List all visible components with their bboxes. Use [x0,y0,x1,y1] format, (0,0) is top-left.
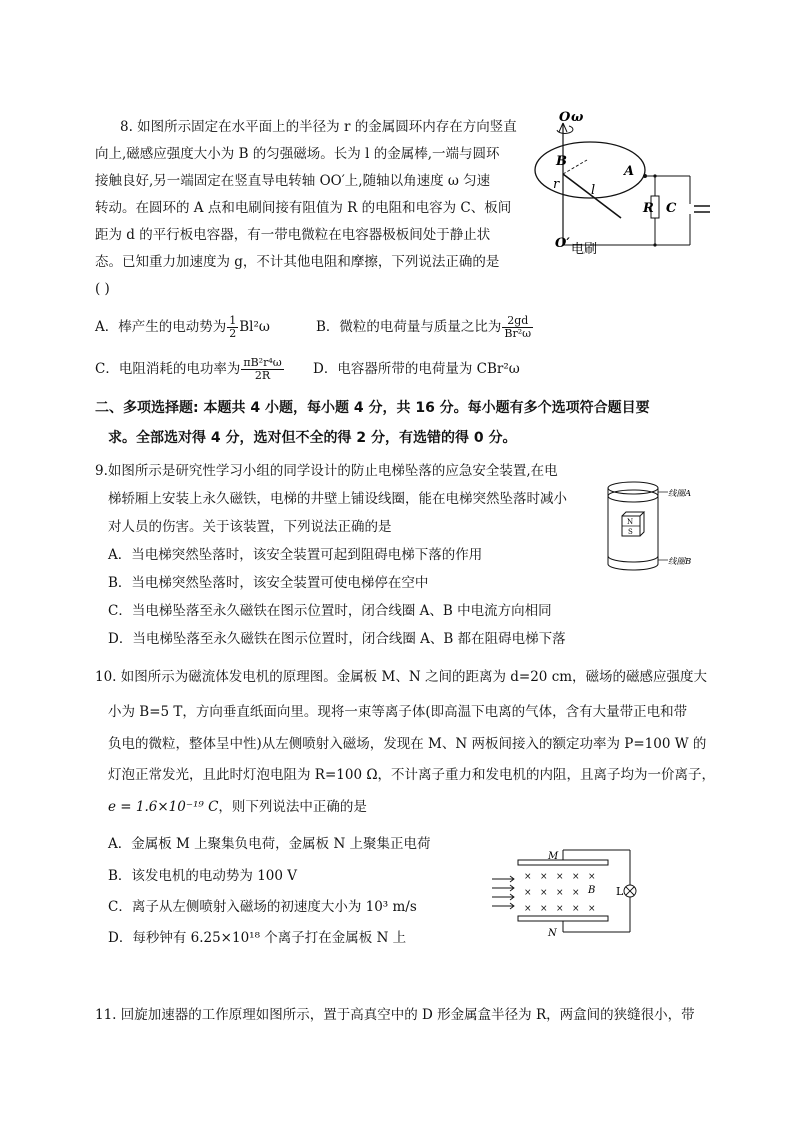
q9-option-a: A．当电梯突然坠落时，该安全装置可起到阻碍电梯下落的作用 [108,547,483,563]
q10-option-a: A．金属板 M 上聚集负电荷，金属板 N 上聚集正电荷 [108,836,431,852]
svg-text:×: × [588,904,596,914]
q8-line-4: 转动。在圆环的 A 点和电刷间接有阻值为 R 的电阻和电容为 C、板间 [95,200,512,216]
q10-charge: e = 1.6×10⁻¹⁹ C [108,799,219,815]
q9-option-b: B．当电梯突然坠落时，该安全装置可使电梯停在空中 [108,575,429,591]
svg-text:×: × [588,872,596,882]
q9-fig-coil-b: 线圈B [668,557,692,567]
q10-option-d: D．每秒钟有 6.25×10¹⁸ 个离子打在金属板 N 上 [108,930,407,946]
q8-fig-l: l [591,183,596,198]
q10-line-5-tail: ，则下列说法中正确的是 [218,799,367,815]
svg-text:×: × [572,888,580,898]
q8-option-a [95,313,270,341]
q10-fig-B: B [588,885,596,896]
q8-rotating-rod-figure [525,108,715,258]
q10-fig-N: N [548,928,557,939]
q8-fig-O: O [559,110,571,125]
q8-answer-blank: ( ) [95,281,110,297]
q8-option-c-fraction: $\frac{\text{πB²r⁴ω}}{2R}$ [243,356,282,382]
svg-text:×: × [572,904,580,914]
section-2-line-2: 求。全部选对得 4 分，选对但不全的得 2 分，有选错的得 0 分。 [108,430,517,446]
q8-option-c-text: C．电阻消耗的电功率为 [95,361,241,377]
q8-line-3: 接触良好,另一端固定在竖直导电转轴 OO′上,随轴以角速度 ω 匀速 [95,173,491,189]
q8-option-a-fraction: $\frac{1}{2}$ [229,314,237,340]
q8-option-d: D．电容器所带的电荷量为 CBr²ω [313,361,520,377]
q8-line-5: 距为 d 的平行板电容器，有一带电微粒在电容器极板间处于静止状 [95,227,491,243]
q10-line-5 [108,797,367,817]
q10-option-c: C．离子从左侧喷射入磁场的初速度大小为 10³ m/s [108,899,417,915]
q8-line-6: 态。已知重力加速度为 g，不计其他电阻和摩擦，下列说法正确的是 [95,254,500,270]
section-2-line-1: 二、多项选择题: 本题共 4 小题，每小题 4 分，共 16 分。每小题有多个选项符合题目要 [95,400,650,416]
svg-text:×: × [540,872,548,882]
svg-text:×: × [572,872,580,882]
q8-fig-A: A [624,164,635,179]
q9-elevator-figure [600,478,715,578]
q9-fig-N: N [627,518,634,526]
q10-line-4: 灯泡正常发光，且此时灯泡电阻为 R=100 Ω，不计离子重力和发电机的内阻，且离子均为一价离子， [108,767,716,783]
q11-line-1: 11. 回旋加速器的工作原理如图所示，置于高真空中的 D 形金属盒半径为 R，两盒间的狭缝很小，带 [95,1007,695,1023]
q9-fig-S: S [628,528,633,536]
q10-option-b: B．该发电机的电动势为 100 V [108,868,298,884]
svg-text:×: × [524,888,532,898]
q8-fig-omega: ω [571,110,584,125]
q8-option-b-text: B．微粒的电荷量与质量之比为 [316,319,502,335]
q8-option-a-text: A．棒产生的电动势为 [95,319,227,335]
q8-option-b-fraction: $\frac{2gd}{\text{Br²ω}}$ [504,314,532,340]
q9-line-2: 梯轿厢上安装上永久磁铁，电梯的井壁上铺设线圈，能在电梯突然坠落时减小 [108,491,567,507]
svg-text:×: × [540,888,548,898]
q8-option-b [316,313,534,341]
q9-line-3: 对人员的伤害。关于该装置，下列说法正确的是 [108,519,392,535]
q10-fig-L: L [616,885,624,898]
svg-text:×: × [556,888,564,898]
q8-fig-brush: 电刷 [571,242,598,257]
q10-line-1: 10. 如图所示为磁流体发电机的原理图。金属板 M、N 之间的距离为 d=20 cm，磁场的磁感应强度大 [95,669,708,685]
q8-fig-O-prime: O′ [555,236,570,251]
q8-option-a-tail: Bl²ω [239,319,270,335]
q10-line-2: 小为 B=5 T，方向垂直纸面向里。现将一束等离子体(即高温下电离的气体，含有大量带正电和带 [108,704,688,720]
q9-option-c: C．当电梯坠落至永久磁铁在图示位置时，闭合线圈 A、B 中电流方向相同 [108,603,552,619]
q9-option-d: D．当电梯坠落至永久磁铁在图示位置时，闭合线圈 A、B 都在阻碍电梯下落 [108,631,566,647]
q10-line-3: 负电的微粒，整体呈中性)从左侧喷射入磁场，发现在 M、N 两板间接入的额定功率为 P=100 W 的 [108,736,707,752]
q8-fig-r: r [553,177,560,192]
q8-line-2: 向上,磁感应强度大小为 B 的匀强磁场。长为 l 的金属棒,一端与圆环 [95,146,500,162]
svg-text:×: × [524,904,532,914]
q10-mhd-generator-figure [490,846,675,941]
q8-fig-B: B [556,154,567,169]
q8-fig-C: C [666,201,677,216]
svg-text:×: × [524,872,532,882]
q9-fig-coil-a: 线圈A [668,489,692,499]
q9-line-1: 9.如图所示是研究性学习小组的同学设计的防止电梯坠落的应急安全装置,在电 [95,463,558,479]
q8-option-c [95,355,285,383]
svg-text:×: × [540,904,548,914]
q10-fig-M: M [548,851,559,862]
q8-fig-R: R [643,201,654,216]
svg-text:×: × [556,904,564,914]
svg-text:×: × [556,872,564,882]
q8-line-1: 8. 如图所示固定在水平面上的半径为 r 的金属圆环内存在方向竖直 [120,119,517,135]
